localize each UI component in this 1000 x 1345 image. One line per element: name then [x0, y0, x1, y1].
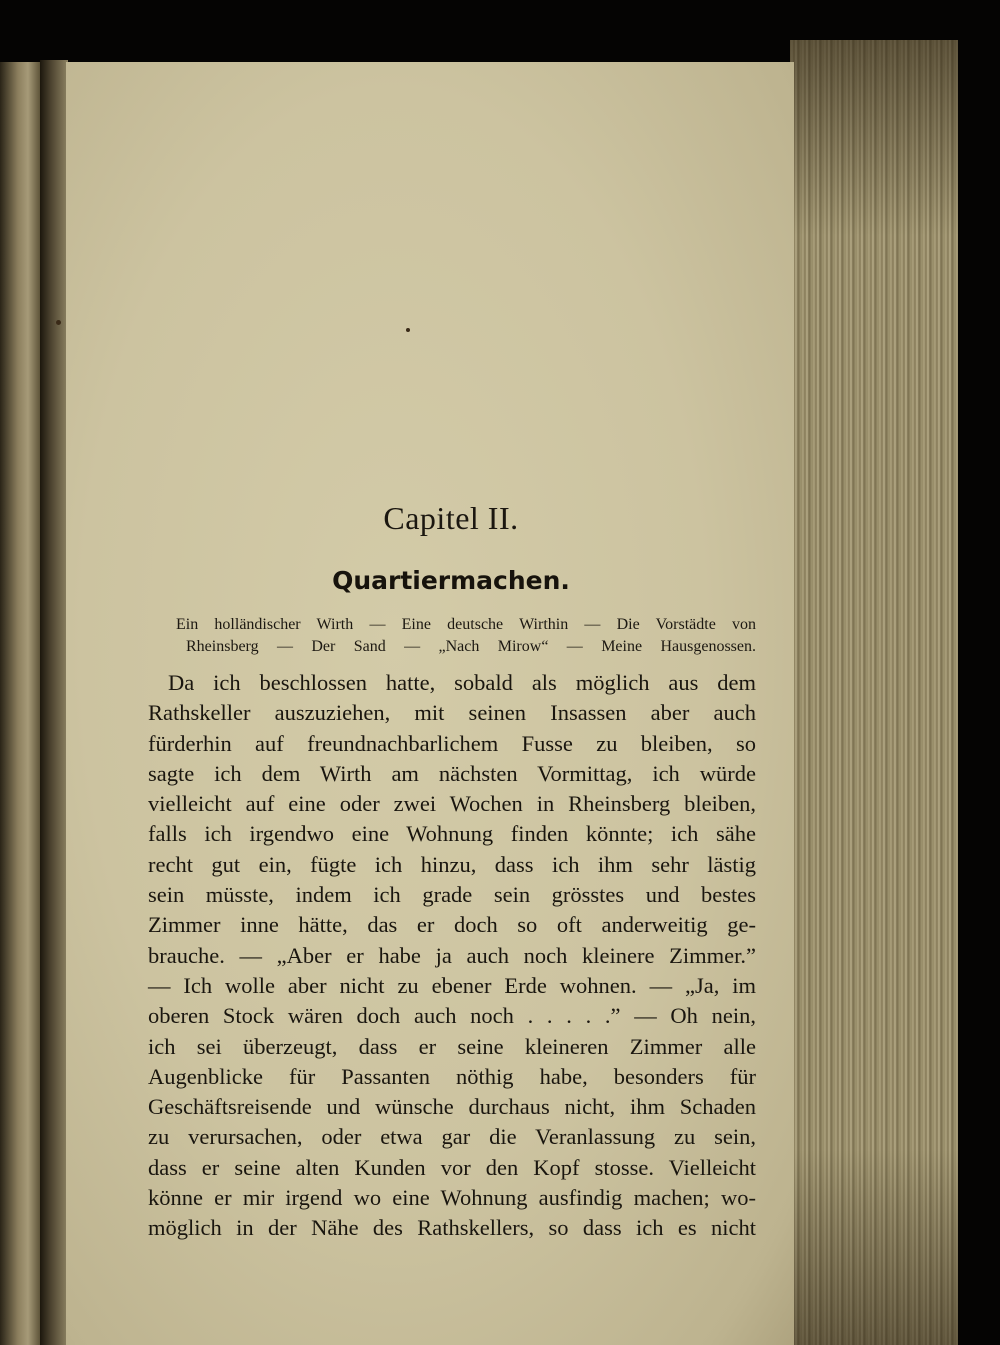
- summary-line: Rheinsberg — Der Sand — „Nach Mirow“ — Meine Hausgenossen.: [186, 638, 756, 655]
- book-gutter: [40, 60, 68, 1345]
- body-line: Rathskeller auszuziehen, mit seinen Insassen aber auch: [148, 700, 756, 726]
- body-line: Geschäftsreisende und wünsche durchaus nicht, ihm Schaden: [148, 1094, 756, 1120]
- body-line: oberen Stock wären doch auch noch . . . . .” — Oh nein,: [148, 1003, 756, 1029]
- body-line: dass er seine alten Kunden vor den Kopf stosse. Vielleicht: [148, 1154, 756, 1180]
- body-line: Da ich beschlossen hatte, sobald als möglich aus dem: [168, 670, 756, 695]
- body-line: sagte ich dem Wirth am nächsten Vormittag, ich würde: [148, 760, 756, 786]
- left-page-edge: [0, 62, 40, 1345]
- summary-line: Ein holländischer Wirth — Eine deutsche Wirthin — Die Vorstädte von: [176, 616, 756, 633]
- body-line: möglich in der Nähe des Rathskellers, so dass ich es nicht: [148, 1215, 756, 1241]
- page-edges-shade: [790, 40, 958, 1345]
- chapter-title: Quartiermachen.: [332, 566, 570, 595]
- body-line: sein müsste, indem ich grade sein grösstes und bestes: [148, 882, 756, 908]
- chapter-number: Capitel II.: [383, 500, 519, 536]
- paper-speck: [56, 320, 61, 325]
- body-line: zu verursachen, oder etwa gar die Veranlassung zu sein,: [148, 1124, 756, 1150]
- body-line: recht gut ein, fügte ich hinzu, dass ich ihm sehr lästig: [148, 851, 756, 877]
- paper-speck: [406, 328, 410, 332]
- body-line: ich sei überzeugt, dass er seine kleineren Zimmer alle: [148, 1033, 756, 1059]
- body-line: vielleicht auf eine oder zwei Wochen in Rheinsberg bleiben,: [148, 791, 756, 817]
- body-line: brauche. — „Aber er habe ja auch noch kleinere Zimmer.”: [148, 942, 756, 968]
- body-text: [148, 668, 756, 1244]
- chapter-summary: [176, 614, 756, 658]
- body-line: fürderhin auf freundnachbarlichem Fusse zu bleiben, so: [148, 730, 756, 756]
- body-line: Zimmer inne hätte, das er doch so oft anderweitig ge-: [148, 912, 756, 938]
- body-line: Augenblicke für Passanten nöthig habe, besonders für: [148, 1063, 756, 1089]
- body-line: — Ich wolle aber nicht zu ebener Erde wohnen. — „Ja, im: [148, 972, 756, 998]
- body-line: könne er mir irgend wo eine Wohnung ausfindig machen; wo-: [148, 1185, 756, 1211]
- body-line: falls ich irgendwo eine Wohnung finden könnte; ich sähe: [148, 821, 756, 847]
- book-page: [66, 62, 794, 1345]
